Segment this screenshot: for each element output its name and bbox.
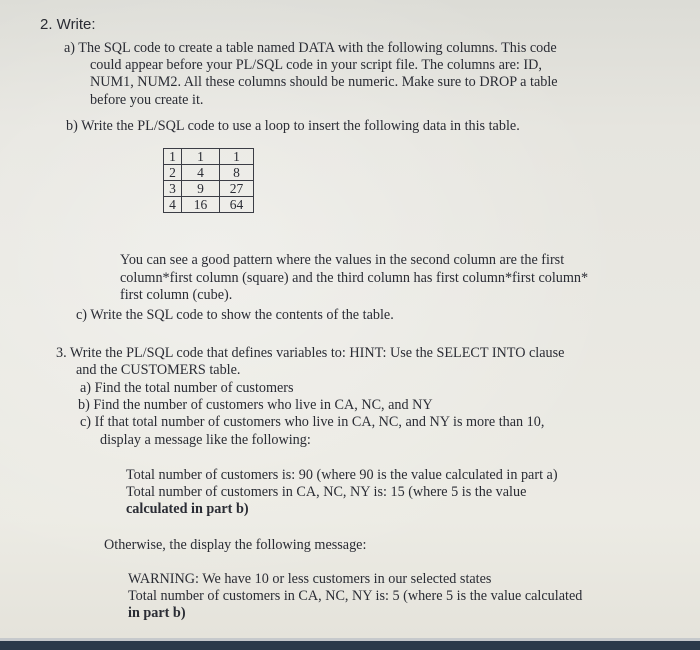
table-cell: 8	[220, 165, 254, 181]
q3-line-1: 3. Write the PL/SQL code that defines variables to: HINT: Use the SELECT INTO clause	[56, 345, 565, 361]
message1-line-1: Total number of customers is: 90 (where 90 is the value calculated in part a)	[126, 467, 558, 483]
photo-bottom-edge	[0, 638, 700, 650]
q2c-line: c) Write the SQL code to show the contents of the table.	[76, 307, 394, 323]
message1-line-3: calculated in part b)	[126, 501, 249, 517]
q3b-line: b) Find the number of customers who live in CA, NC, and NY	[78, 397, 433, 413]
q3c-line-1: c) If that total number of customers who live in CA, NC, and NY is more than 10,	[80, 414, 545, 430]
table-cell: 1	[164, 149, 182, 165]
q2a-line-3: NUM1, NUM2. All these columns should be numeric. Make sure to DROP a table	[90, 74, 558, 90]
q3-line-2: and the CUSTOMERS table.	[76, 362, 241, 378]
q2a-line-2: could appear before your PL/SQL code in your script file. The columns are: ID,	[90, 57, 542, 73]
pattern-line-1: You can see a good pattern where the values in the second column are the first	[120, 252, 565, 268]
message2-line-3: in part b)	[128, 605, 186, 621]
q2a-line-1: a) The SQL code to create a table named DATA with the following columns. This code	[64, 40, 557, 56]
question-2-heading: 2. Write:	[40, 16, 96, 33]
table-cell: 64	[220, 197, 254, 213]
table-row	[164, 149, 254, 165]
message1-line-2: Total number of customers in CA, NC, NY is: 15 (where 5 is the value	[126, 484, 527, 500]
pattern-line-2: column*first column (square) and the third column has first column*first column*	[120, 270, 589, 286]
table-cell: 3	[164, 181, 182, 197]
table-cell: 27	[220, 181, 254, 197]
pattern-line-3: first column (cube).	[120, 287, 233, 303]
q3c-line-2: display a message like the following:	[100, 432, 311, 448]
table-cell: 1	[182, 149, 220, 165]
message2-line-1: WARNING: We have 10 or less customers in our selected states	[128, 571, 492, 587]
table-cell: 9	[182, 181, 220, 197]
table-row	[164, 181, 254, 197]
q2b-line: b) Write the PL/SQL code to use a loop to insert the following data in this table.	[66, 118, 520, 134]
table-row	[164, 165, 254, 181]
table-row	[164, 197, 254, 213]
otherwise-line: Otherwise, the display the following message:	[104, 537, 367, 553]
data-table	[163, 148, 254, 213]
q2a-line-4: before you create it.	[90, 92, 204, 108]
table-cell: 16	[182, 197, 220, 213]
table-cell: 4	[164, 197, 182, 213]
table-cell: 1	[220, 149, 254, 165]
table-cell: 4	[182, 165, 220, 181]
table-cell: 2	[164, 165, 182, 181]
q3a-line: a) Find the total number of customers	[80, 380, 294, 396]
message2-line-2: Total number of customers in CA, NC, NY is: 5 (where 5 is the value calculated	[128, 588, 583, 604]
